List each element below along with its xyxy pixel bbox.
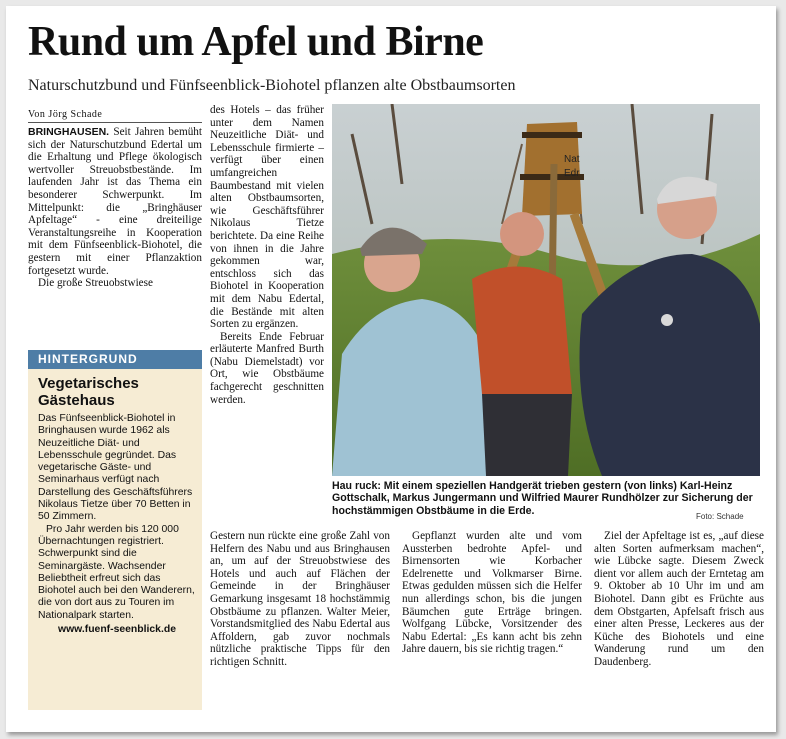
sidebar-title: Vegetarisches Gästehaus xyxy=(38,375,139,409)
paragraph: Bereits Ende Februar erläuterte Manfred Burth (Nabu Diemelstadt) vor Ort, wie Obstbäume fachgerecht geschnitten werden. xyxy=(210,330,324,406)
subheadline: Naturschutzbund und Fünfseenblick-Biohotel pflanzen alte Obstbaumsorten xyxy=(28,77,516,94)
article-column-3 xyxy=(210,530,390,669)
photo-caption: Hau ruck: Mit einem speziellen Handgerät trieben gestern (von links) Karl-Heinz Gottschalk, Markus Jungermann und Wilfried Maurer Rundhölzer zur Sicherung der hochstämmigen Obstbäume in die Erde. xyxy=(332,480,753,517)
article-column-2 xyxy=(210,104,324,406)
paragraph: Die große Streuobstwiese xyxy=(38,277,153,290)
paragraph: Ziel der Apfeltage ist es, „auf diese alten Sorten aufmerksam machen“, wie Lübcke sagte. Diesem Zweck dient vor allem auch der Erntetag am 9. Oktober ab 10 Uhr im und am Biohotel. Dann gibt es Früchte aus dem Obstgarten, Apfelsaft frisch aus einer alten Presse, Leckeres aus der Küche des Biohotels und eine Wanderung rund um den Daudenberg. xyxy=(594,530,764,668)
article-column-5 xyxy=(594,530,764,669)
article-column-4 xyxy=(402,530,582,656)
paragraph: des Hotels – das früher unter dem Namen Neuzeitliche Diät- und Lebensschule firmierte – verfügt über einen umfangreichen Baumbestand mit vielen alten Obstbaumsorten, wie Geschäftsführer Nikolaus Tietze berichtete. Da eine Reihe von ihnen in die Jahre gekommen war, entschloss sich das Biohotel in Kooperation mit dem Nabu Edertal, die Bestände mit alten Sorten zu ergänzen. xyxy=(210,104,324,331)
article-column-1 xyxy=(28,126,202,290)
photo-illustration xyxy=(332,104,760,476)
sidebar-label: HINTERGRUND xyxy=(28,350,202,369)
background-box xyxy=(28,350,202,710)
paragraph: Gepflanzt wurden alte und vom Aussterben bedrohte Apfel- und Birnensorten wie Korbacher Edelrenette und Volkmarser Birne. Etwas gedulden müssen sich die Helfer nun allerdings schon, bis die jungen Bäumchen gute Erträge bringen. Wolfgang Lübcke, Vorsitzender des Nabu Edertal: „Es kann acht bis zehn Jahre dauern, bis sie richtig tragen.“ xyxy=(402,530,582,656)
byline: Von Jörg Schade xyxy=(28,108,202,123)
website-link[interactable]: www.fuenf-seenblick.de xyxy=(58,624,176,636)
sidebar-paragraph: Pro Jahr werden bis 120 000 Übernachtungen registriert. Schwerpunkt sind die Seminargäste. Wachsender Beliebtheit erfreut sich das Biohotel auch bei den Wanderern, die von dort aus zu Touren im Nationalpark starten. xyxy=(38,523,195,621)
headline: Rund um Apfel und Birne xyxy=(28,19,484,65)
barrel-label: Nat xyxy=(564,154,580,165)
paragraph: Gestern nun rückte eine große Zahl von Helfern des Nabu und aus Bringhausen an, um auf der Streuobstwiese des Hotels und auch auf Flächen der Gemeinde in der Bringhäuser Gemarkung insgesamt 18 hochstämmig Obstbäume zu pflanzen. Walter Meier, Vorstandsmitglied des Nabu Edertal aus Affoldern, gab zuvor nochmals nützliche praktische Tipps für den richtigen Schnitt. xyxy=(210,530,390,668)
newspaper-clipping xyxy=(6,6,776,732)
barrel-label: Edr xyxy=(564,168,580,179)
news-photo xyxy=(332,104,760,476)
intro-paragraph: Seit Jahren bemüht sich der Naturschutzbund Edertal um die Erhaltung und Pflege ökologisch wertvoller Streuobstbestände. Im laufenden Jahr ist das Thema ein besonderer Schwerpunkt. Im Mittelpunkt: die „Bringhäuser Apfeltage“ - eine dreiteilige Veranstaltungsreihe in Kooperation mit dem Fünfseenblick-Biohotel, die gestern mit einer Pflanzaktion fortgesetzt wurde. xyxy=(28,126,202,277)
sidebar-text xyxy=(28,413,202,636)
dateline: BRINGHAUSEN. xyxy=(28,126,110,138)
sidebar-paragraph: Das Fünfseenblick-Biohotel in Bringhausen wurde 1962 als Neuzeitliche Diät- und Lebensschule gegründet. Das vegetarische Gäste- und Seminarhaus verfügt nach Darstellung des Geschäftsführers Nikolaus Tietze über 70 Betten in 50 Zimmern. xyxy=(38,413,193,523)
photo-credit: Foto: Schade xyxy=(696,512,744,521)
